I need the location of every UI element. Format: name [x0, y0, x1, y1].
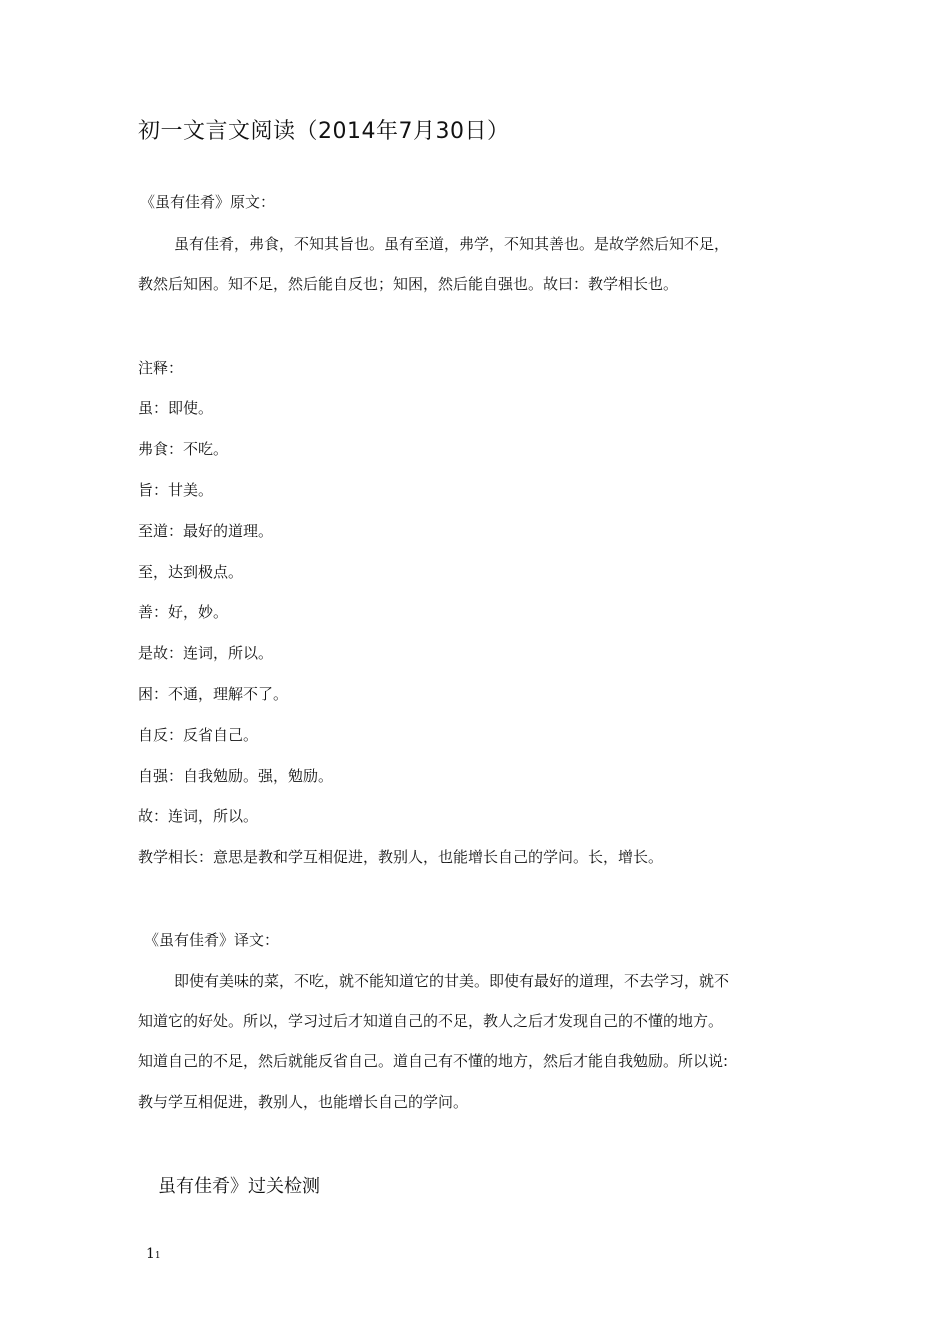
note-item: 自强：自我勉励。强，勉励。 [138, 767, 334, 785]
translation-heading: 《虽有佳肴》译文： [144, 931, 280, 949]
note-item: 善：好，妙。 [138, 603, 229, 621]
original-line-2: 教然后知困。知不足，然后能自反也；知困，然后能自强也。故曰：教学相长也。 [138, 275, 679, 293]
translation-line-4: 教与学互相促进，教别人，也能增长自己的学问。 [138, 1093, 469, 1111]
note-item: 虽：即使。 [138, 399, 214, 417]
translation-line-3: 知道自己的不足，然后就能反省自己。道自己有不懂的地方，然后才能自我勉励。所以说: [138, 1052, 729, 1070]
original-heading: 《虽有佳肴》原文： [140, 193, 276, 211]
page-number [146, 1245, 161, 1265]
translation-line-1: 即使有美味的菜，不吃，就不能知道它的甘美。即使有最好的道理，不去学习，就不 [174, 972, 730, 990]
note-item: 弗食：不吃。 [138, 440, 229, 458]
note-item: 是故：连词，所以。 [138, 644, 274, 662]
page-title: 初一文言文阅读（2014年7月30日） [138, 119, 510, 144]
note-item: 困：不通，理解不了。 [138, 685, 289, 703]
notes-heading: 注释： [138, 359, 184, 377]
page-number-sub: 1 [154, 1251, 161, 1261]
original-line-1: 虽有佳肴，弗食，不知其旨也。虽有至道，弗学，不知其善也。是故学然后知不足， [174, 235, 730, 253]
note-item: 至，达到极点。 [138, 563, 244, 581]
page-number-main: 1 [146, 1246, 155, 1262]
note-item: 至道：最好的道理。 [138, 522, 274, 540]
translation-line-2: 知道它的好处。所以，学习过后才知道自己的不足，教人之后才发现自己的不懂的地方。 [138, 1012, 724, 1030]
note-item: 自反：反省自己。 [138, 726, 259, 744]
note-item: 故：连词，所以。 [138, 807, 259, 825]
quiz-heading: 虽有佳肴》过关检测 [158, 1176, 320, 1197]
note-item: 旨：甘美。 [138, 481, 214, 499]
note-item: 教学相长：意思是教和学互相促进，教别人，也能增长自己的学问。长，增长。 [138, 848, 664, 866]
